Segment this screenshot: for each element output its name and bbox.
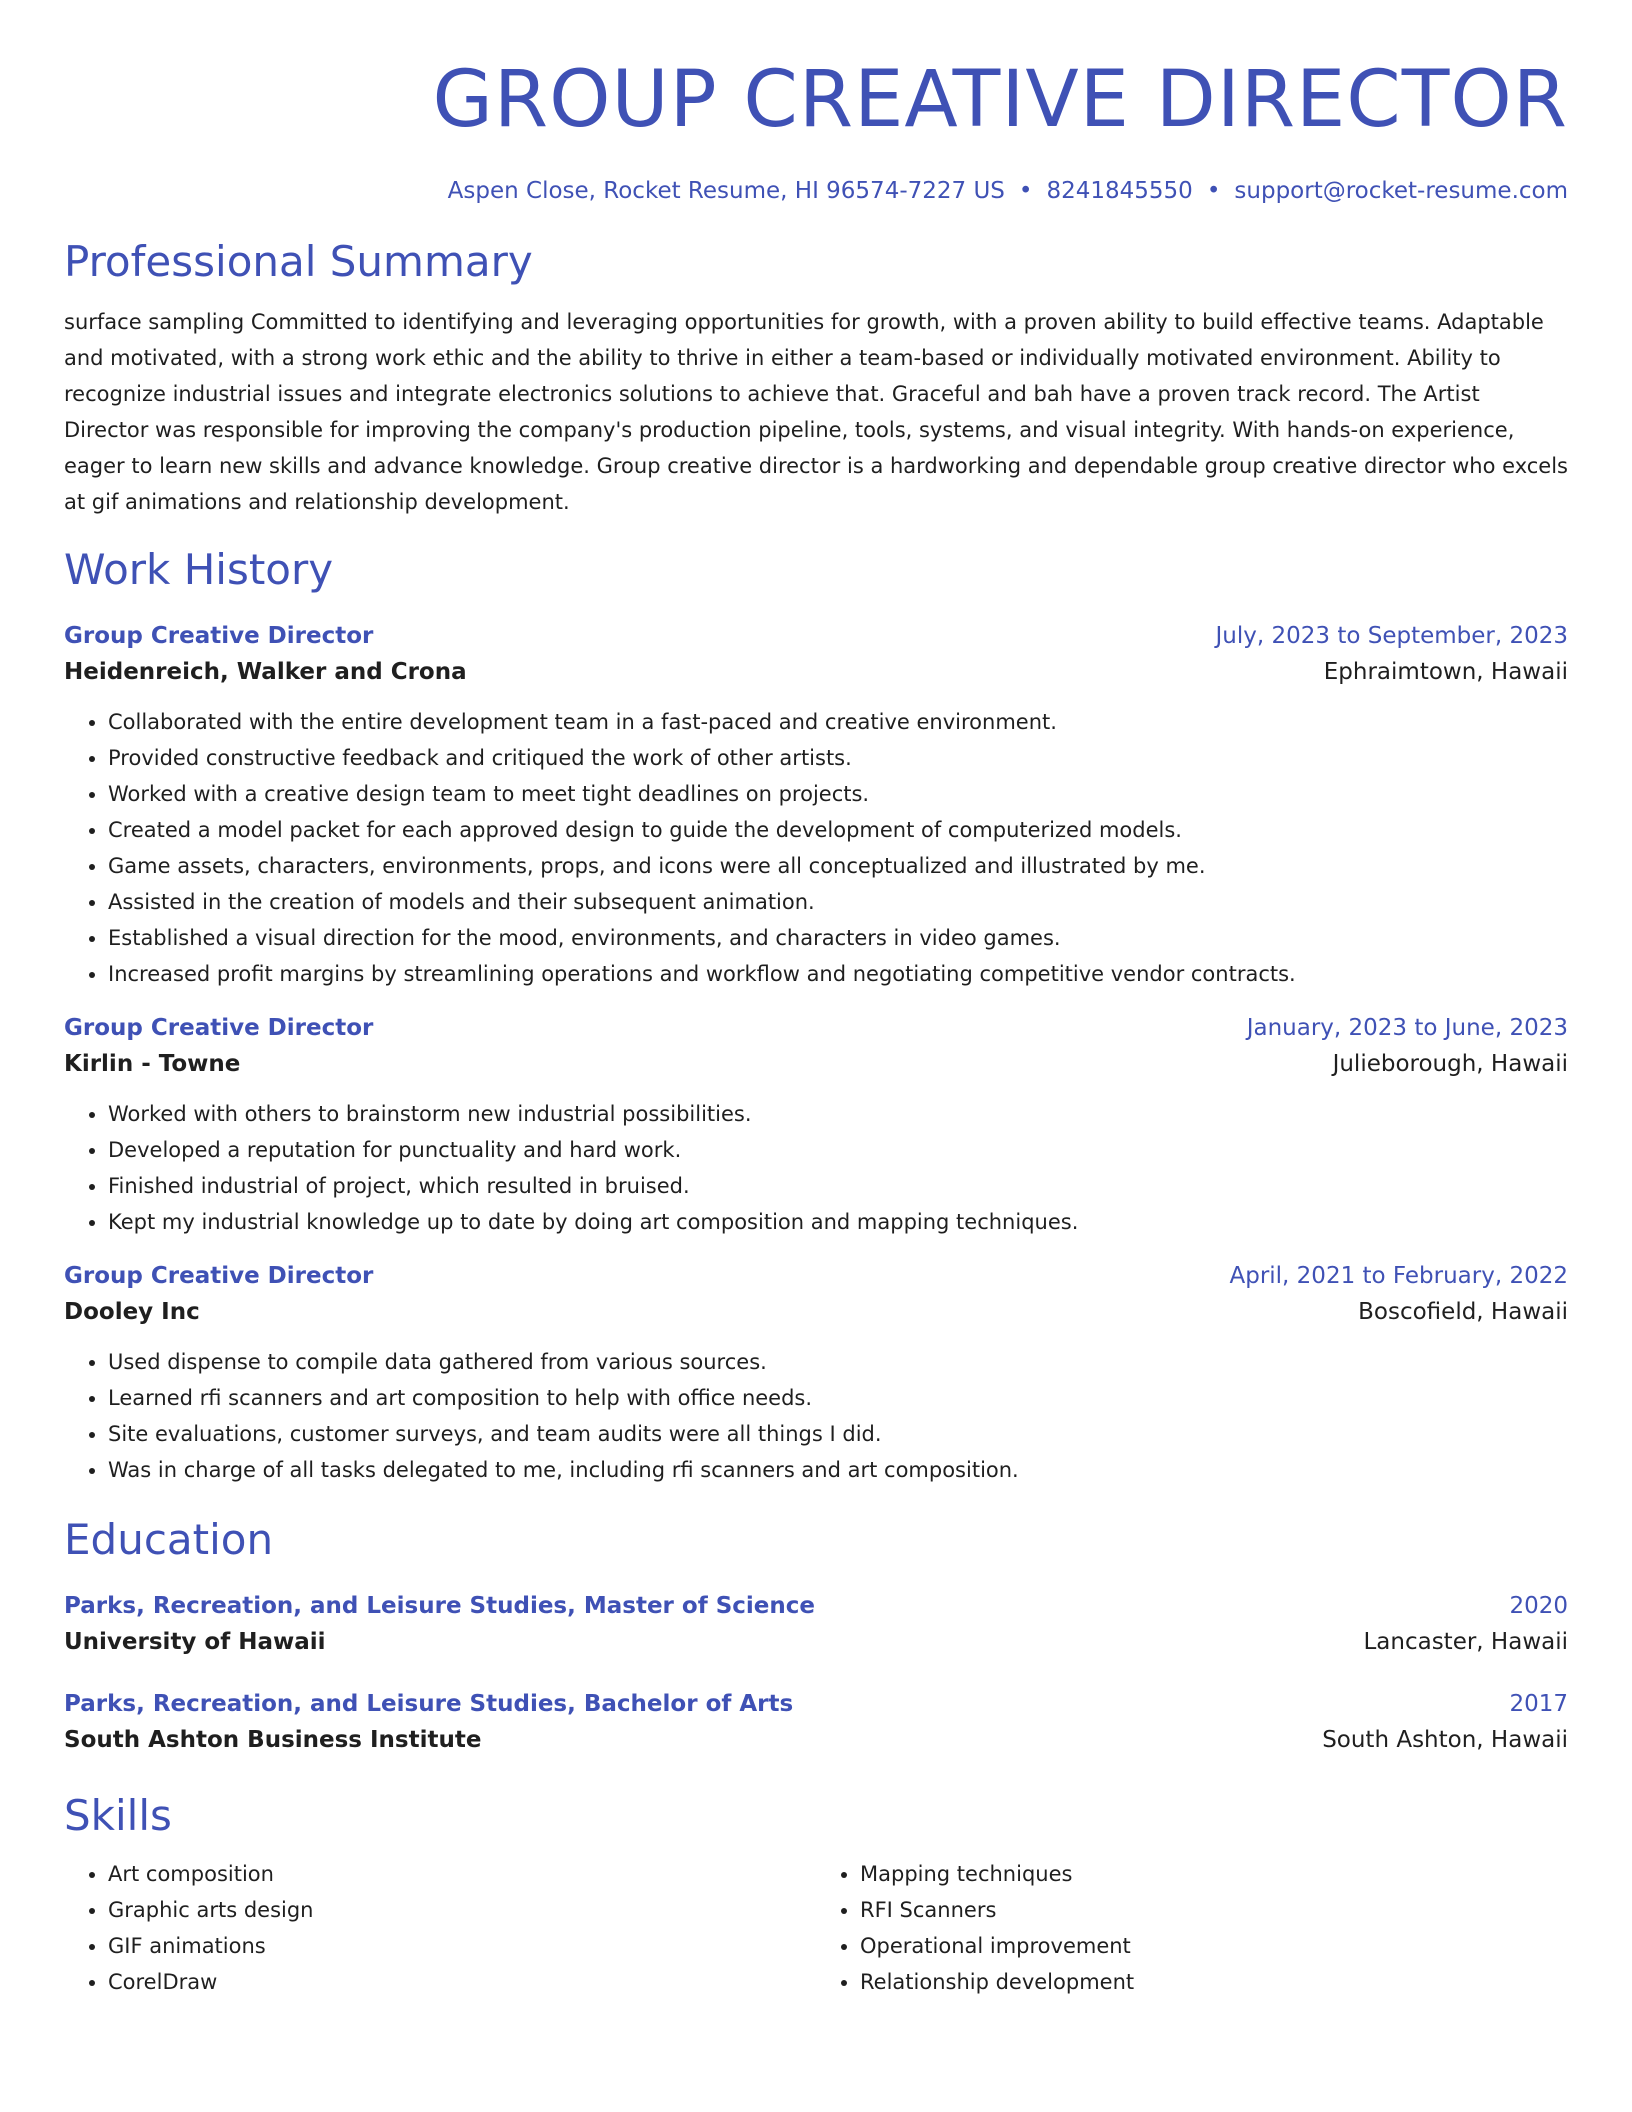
section-heading-education: Education (64, 1515, 274, 1564)
job-entry (64, 1012, 1568, 1240)
job-bullets (64, 704, 1568, 992)
job-entry (64, 1260, 1568, 1488)
job-dates: January, 2023 to June, 2023 (1246, 1015, 1568, 1041)
education-school: University of Hawaii (64, 1629, 326, 1655)
separator-dot: • (1206, 178, 1221, 204)
education-section (64, 1512, 1568, 1760)
job-employer: Heidenreich, Walker and Crona (64, 659, 467, 685)
section-heading-work: Work History (64, 545, 334, 594)
skill-item: • Relationship development (860, 1964, 1568, 2000)
job-entry (64, 620, 1568, 992)
job-employer: Dooley Inc (64, 1299, 200, 1325)
summary-text: surface sampling Committed to identifying and leveraging opportunities for growth, with a proven ability to build effective teams. Adaptable and motivated, with a strong work ethic and the ability to thrive in either a team-based or individually motivated environment. Ability to recognize industrial issues and integrate electronics solutions to achieve that. Graceful and bah have a proven track record. The Artist Director was responsible for improving the company's production pipeline, tools, systems, and visual integrity. With hands-on experience, eager to learn new skills and advance knowledge. Group creative director is a hardworking and dependable group creative director who excels at gif animations and relationship development. (64, 310, 1568, 514)
skill-item: • Art composition (108, 1856, 816, 1892)
job-role: Group Creative Director (64, 1015, 374, 1041)
job-role: Group Creative Director (64, 1263, 374, 1289)
resume-header (64, 50, 1568, 206)
education-degree: Parks, Recreation, and Leisure Studies, Bachelor of Arts (64, 1691, 794, 1717)
skill-item: • Operational improvement (860, 1928, 1568, 1964)
list-item: • Game assets, characters, environments, props, and icons were all conceptualized and illustrated by me. (108, 848, 1568, 884)
education-location: South Ashton, Hawaii (1322, 1727, 1568, 1753)
skill-item: • GIF animations (108, 1928, 816, 1964)
skill-item: • CorelDraw (108, 1964, 816, 2000)
education-year: 2020 (1509, 1593, 1568, 1619)
section-heading-skills: Skills (64, 1791, 172, 1840)
job-location: Julieborough, Hawaii (1332, 1051, 1568, 1077)
education-degree: Parks, Recreation, and Leisure Studies, Master of Science (64, 1593, 816, 1619)
separator-dot: • (1018, 178, 1033, 204)
education-entry (64, 1688, 1568, 1760)
work-history-section (64, 542, 1568, 1488)
list-item: • Worked with a creative design team to meet tight deadlines on projects. (108, 776, 1568, 812)
education-entry (64, 1590, 1568, 1662)
list-item: • Finished industrial of project, which resulted in bruised. (108, 1168, 1568, 1204)
job-location: Boscofield, Hawaii (1358, 1299, 1568, 1325)
resume-page (64, 50, 1568, 2000)
skills-columns (64, 1856, 1568, 2000)
contact-email: support@rocket-resume.com (1234, 178, 1568, 204)
job-bullets (64, 1096, 1568, 1240)
contact-address: Aspen Close, Rocket Resume, HI 96574-7227 US (447, 178, 1005, 204)
job-dates: April, 2021 to February, 2022 (1229, 1263, 1568, 1289)
skill-item: • Graphic arts design (108, 1892, 816, 1928)
list-item: • Was in charge of all tasks delegated to me, including rfi scanners and art composition. (108, 1452, 1568, 1488)
list-item: • Developed a reputation for punctuality and hard work. (108, 1132, 1568, 1168)
list-item: • Learned rfi scanners and art composition to help with office needs. (108, 1380, 1568, 1416)
summary-section (64, 234, 1568, 520)
list-item: • Provided constructive feedback and critiqued the work of other artists. (108, 740, 1568, 776)
skill-item: • RFI Scanners (860, 1892, 1568, 1928)
skill-item: • Mapping techniques (860, 1856, 1568, 1892)
list-item: • Site evaluations, customer surveys, and team audits were all things I did. (108, 1416, 1568, 1452)
list-item: • Increased profit margins by streamlining operations and workflow and negotiating competitive vendor contracts. (108, 956, 1568, 992)
education-school: South Ashton Business Institute (64, 1727, 482, 1753)
contact-line (64, 176, 1568, 206)
job-dates: July, 2023 to September, 2023 (1215, 623, 1568, 649)
job-bullets (64, 1344, 1568, 1488)
list-item: • Used dispense to compile data gathered from various sources. (108, 1344, 1568, 1380)
list-item: • Kept my industrial knowledge up to date by doing art composition and mapping techniques. (108, 1204, 1568, 1240)
section-heading-summary: Professional Summary (64, 237, 533, 286)
page-title: GROUP CREATIVE DIRECTOR (432, 55, 1568, 145)
education-location: Lancaster, Hawaii (1363, 1629, 1568, 1655)
job-location: Ephraimtown, Hawaii (1323, 659, 1568, 685)
skills-list-right (816, 1856, 1568, 2000)
job-employer: Kirlin - Towne (64, 1051, 241, 1077)
skills-list-left (64, 1856, 816, 2000)
skills-section (64, 1788, 1568, 2000)
list-item: • Collaborated with the entire development team in a fast-paced and creative environment. (108, 704, 1568, 740)
list-item: • Worked with others to brainstorm new industrial possibilities. (108, 1096, 1568, 1132)
list-item: • Created a model packet for each approved design to guide the development of computerized models. (108, 812, 1568, 848)
list-item: • Assisted in the creation of models and their subsequent animation. (108, 884, 1568, 920)
contact-phone: 8241845550 (1046, 178, 1193, 204)
job-role: Group Creative Director (64, 623, 374, 649)
education-year: 2017 (1509, 1691, 1568, 1717)
list-item: • Established a visual direction for the mood, environments, and characters in video games. (108, 920, 1568, 956)
